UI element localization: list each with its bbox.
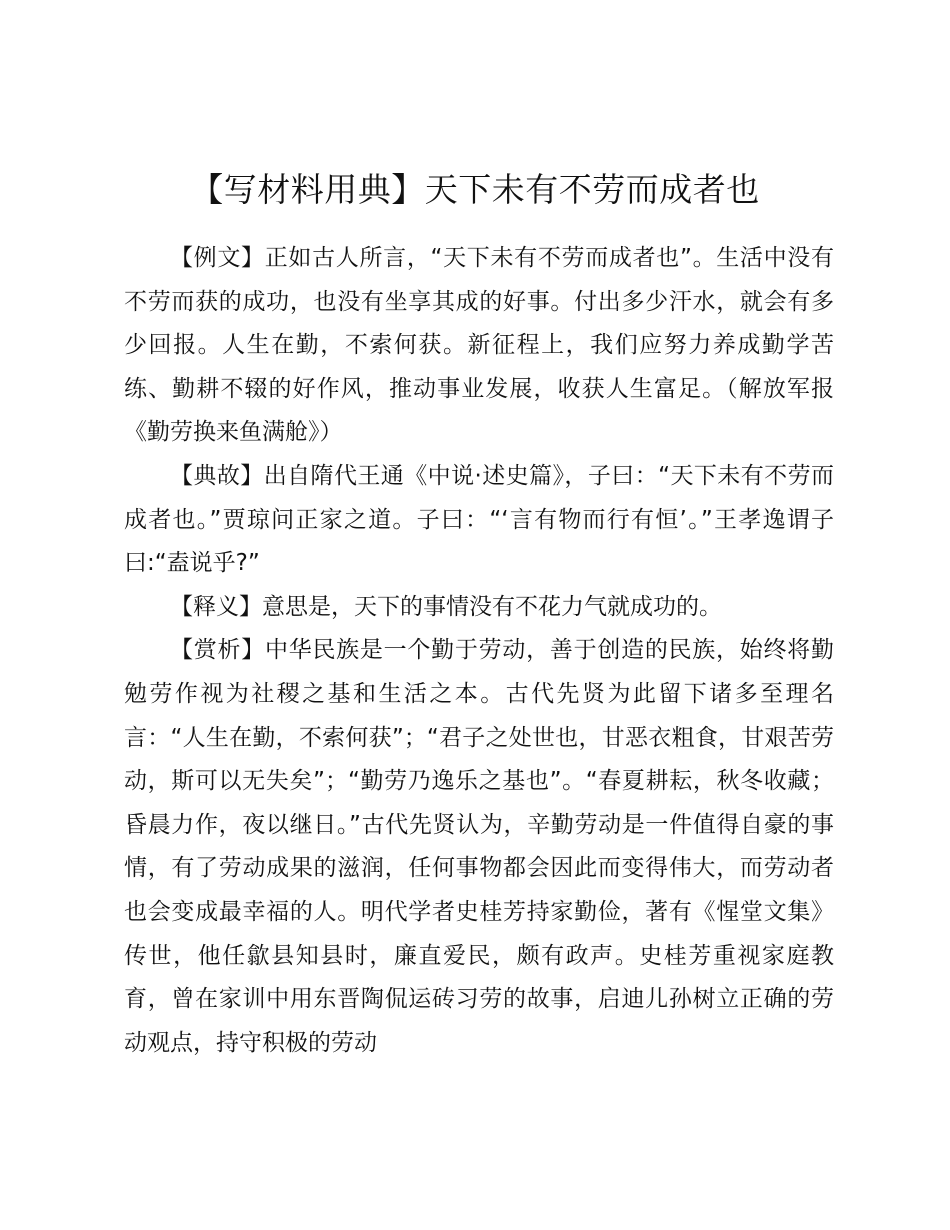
paragraph-meaning: 【释义】意思是，天下的事情没有不花力气就成功的。 (170, 593, 722, 620)
paragraph-example: 【例文】正如古人所言，“天下未有不劳而成者也”。生活中没有不劳而获的成功，也没有坐享其成的好事。付出多少汗水，就会有多少回报。人生在勤，不索何获。新征程上，我们应努力养成勤学苦练、勤耕不辍的好作风，推动事业发展，收获人生富足。（解放军报《勤劳换来鱼满舱》） (124, 245, 834, 446)
document-title: 【写材料用典】天下未有不劳而成者也 (190, 170, 760, 209)
document-body (124, 237, 834, 1065)
paragraph-allusion: 【典故】出自隋代王通《中说·述史篇》，子曰：“天下未有不劳而成者也。”贾琼问正家之道。子曰：“‘言有物而行有恒’。”王孝逸谓子曰:“盍说乎?” (124, 462, 834, 577)
paragraph-appreciation: 【赏析】中华民族是一个勤于劳动，善于创造的民族，始终将勤勉劳作视为社稷之基和生活之本。古代先贤为此留下诸多至理名言：“人生在勤，不索何获”；“君子之处世也，甘恶衣粗食，甘艰苦劳动，斯可以无失矣”；“勤劳乃逸乐之基也”。“春夏耕耘，秋冬收藏；昏晨力作，夜以继日。”古代先贤认为，辛勤劳动是一件值得自豪的事情，有了劳动成果的滋润，任何事物都会因此而变得伟大，而劳动者也会变成最幸福的人。明代学者史桂芳持家勤俭，著有《惺堂文集》传世，他任歙县知县时，廉直爱民，颇有政声。史桂芳重视家庭教育，曾在家训中用东晋陶侃运砖习劳的故事，启迪儿孙树立正确的劳动观点，持守积极的劳动 (124, 637, 834, 1056)
